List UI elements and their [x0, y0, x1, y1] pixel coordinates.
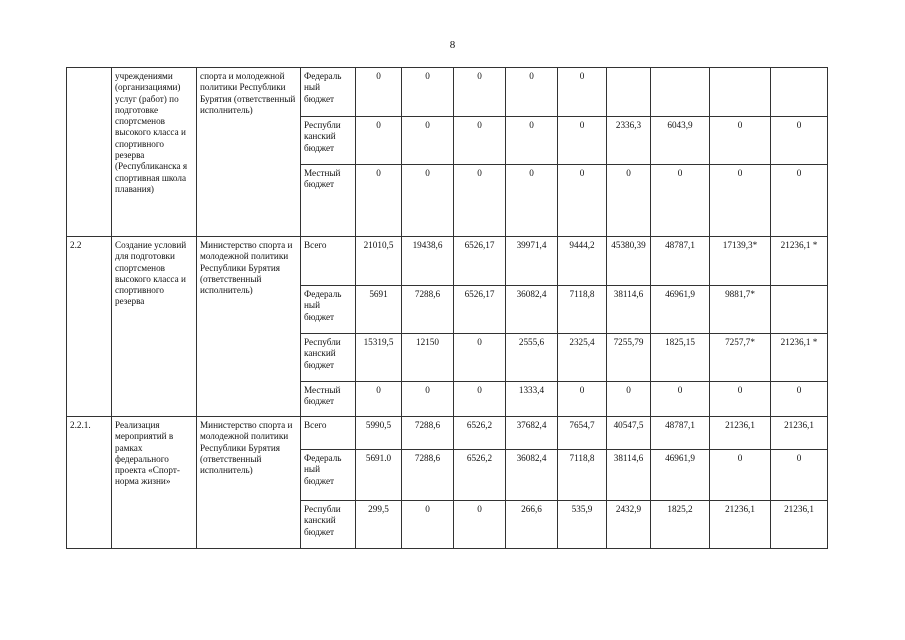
value-cell: 0: [651, 165, 710, 237]
value-cell: 0: [771, 382, 828, 417]
value-cell: 38114,6: [607, 450, 651, 501]
value-cell: 0: [710, 382, 771, 417]
value-cell: 6526,2: [454, 450, 506, 501]
value-cell: 0: [558, 68, 607, 117]
value-cell: [710, 68, 771, 117]
value-cell: 0: [771, 165, 828, 237]
executor-cell: Министерство спорта и молодежной политики Республики Бурятия (ответственный исполнитель): [197, 237, 301, 417]
value-cell: 5691.0: [356, 450, 402, 501]
value-cell: 0: [402, 165, 454, 237]
value-cell: 0: [607, 165, 651, 237]
value-cell: 7118,8: [558, 450, 607, 501]
funding-source-cell: Республи канский бюджет: [301, 334, 356, 382]
value-cell: 0: [402, 501, 454, 549]
value-cell: 0: [402, 382, 454, 417]
value-cell: 9881,7*: [710, 286, 771, 334]
value-cell: 7288,6: [402, 417, 454, 450]
value-cell: 1825,2: [651, 501, 710, 549]
value-cell: 46961,9: [651, 450, 710, 501]
value-cell: 7288,6: [402, 286, 454, 334]
value-cell: 0: [506, 117, 558, 165]
value-cell: 2325,4: [558, 334, 607, 382]
value-cell: 0: [558, 382, 607, 417]
value-cell: 0: [356, 68, 402, 117]
value-cell: 0: [558, 117, 607, 165]
item-name-cell: Реализация мероприятий в рамках федерального проекта «Спорт-норма жизни»: [112, 417, 197, 549]
value-cell: 0: [771, 450, 828, 501]
value-cell: 5990,5: [356, 417, 402, 450]
executor-cell: спорта и молодежной политики Республики Бурятия (ответственный исполнитель): [197, 68, 301, 237]
value-cell: 0: [710, 165, 771, 237]
funding-source-cell: Местный бюджет: [301, 165, 356, 237]
value-cell: 17139,3*: [710, 237, 771, 286]
value-cell: 7288,6: [402, 450, 454, 501]
value-cell: 21236,1: [771, 417, 828, 450]
value-cell: 6043,9: [651, 117, 710, 165]
funding-source-cell: Федераль ный бюджет: [301, 450, 356, 501]
value-cell: 21236,1: [710, 417, 771, 450]
value-cell: 2432,9: [607, 501, 651, 549]
item-name-cell: учреждениями (организациями) услуг (работ) по подготовке спортсменов высокого класса и спортивного резерва (Республиканска я спортивная школа плавания): [112, 68, 197, 237]
value-cell: 48787,1: [651, 417, 710, 450]
value-cell: [771, 68, 828, 117]
value-cell: 40547,5: [607, 417, 651, 450]
value-cell: 46961,9: [651, 286, 710, 334]
funding-source-cell: Федераль ный бюджет: [301, 68, 356, 117]
value-cell: 37682,4: [506, 417, 558, 450]
value-cell: [607, 68, 651, 117]
value-cell: 7118,8: [558, 286, 607, 334]
value-cell: 21236,1: [771, 501, 828, 549]
funding-source-cell: Местный бюджет: [301, 382, 356, 417]
value-cell: 21236,1 *: [771, 237, 828, 286]
value-cell: 6526,2: [454, 417, 506, 450]
value-cell: 0: [506, 68, 558, 117]
value-cell: 1825,15: [651, 334, 710, 382]
value-cell: 38114,6: [607, 286, 651, 334]
value-cell: 5691: [356, 286, 402, 334]
value-cell: 0: [356, 382, 402, 417]
table-body: [67, 68, 828, 549]
funding-source-cell: Всего: [301, 237, 356, 286]
value-cell: 21236,1: [710, 501, 771, 549]
table-row: [67, 68, 828, 117]
funding-source-cell: Всего: [301, 417, 356, 450]
value-cell: 6526,17: [454, 286, 506, 334]
value-cell: 12150: [402, 334, 454, 382]
value-cell: 0: [454, 117, 506, 165]
item-number-cell: 2.2: [67, 237, 112, 417]
page-number: 8: [449, 39, 456, 51]
table-row: [67, 237, 828, 286]
item-number-cell: 2.2.1.: [67, 417, 112, 549]
item-name-cell: Создание условий для подготовки спортсменов высокого класса и спортивного резерва: [112, 237, 197, 417]
value-cell: 0: [710, 117, 771, 165]
value-cell: 0: [607, 382, 651, 417]
value-cell: 0: [651, 382, 710, 417]
value-cell: 0: [454, 382, 506, 417]
value-cell: 36082,4: [506, 286, 558, 334]
value-cell: 19438,6: [402, 237, 454, 286]
value-cell: 0: [402, 117, 454, 165]
value-cell: 0: [356, 117, 402, 165]
value-cell: 0: [454, 165, 506, 237]
value-cell: 15319,5: [356, 334, 402, 382]
value-cell: 1333,4: [506, 382, 558, 417]
value-cell: 0: [558, 165, 607, 237]
value-cell: 0: [454, 68, 506, 117]
item-number-cell: [67, 68, 112, 237]
value-cell: 21236,1 *: [771, 334, 828, 382]
funding-source-cell: Федераль ный бюджет: [301, 286, 356, 334]
value-cell: 0: [771, 117, 828, 165]
value-cell: 36082,4: [506, 450, 558, 501]
value-cell: 0: [402, 68, 454, 117]
value-cell: 21010,5: [356, 237, 402, 286]
value-cell: 7257,7*: [710, 334, 771, 382]
value-cell: 2555,6: [506, 334, 558, 382]
value-cell: 266,6: [506, 501, 558, 549]
value-cell: [771, 286, 828, 334]
value-cell: 6526,17: [454, 237, 506, 286]
value-cell: 0: [506, 165, 558, 237]
value-cell: 0: [454, 501, 506, 549]
funding-source-cell: Республи канский бюджет: [301, 117, 356, 165]
value-cell: 7255,79: [607, 334, 651, 382]
value-cell: 7654,7: [558, 417, 607, 450]
value-cell: 0: [454, 334, 506, 382]
value-cell: 0: [710, 450, 771, 501]
budget-table: [66, 67, 828, 549]
value-cell: [651, 68, 710, 117]
value-cell: 0: [356, 165, 402, 237]
value-cell: 299,5: [356, 501, 402, 549]
funding-source-cell: Республи канский бюджет: [301, 501, 356, 549]
value-cell: 45380,39: [607, 237, 651, 286]
value-cell: 2336,3: [607, 117, 651, 165]
value-cell: 39971,4: [506, 237, 558, 286]
value-cell: 48787,1: [651, 237, 710, 286]
table-row: [67, 417, 828, 450]
executor-cell: Министерство спорта и молодежной политики Республики Бурятия (ответственный исполнитель): [197, 417, 301, 549]
value-cell: 535,9: [558, 501, 607, 549]
value-cell: 9444,2: [558, 237, 607, 286]
